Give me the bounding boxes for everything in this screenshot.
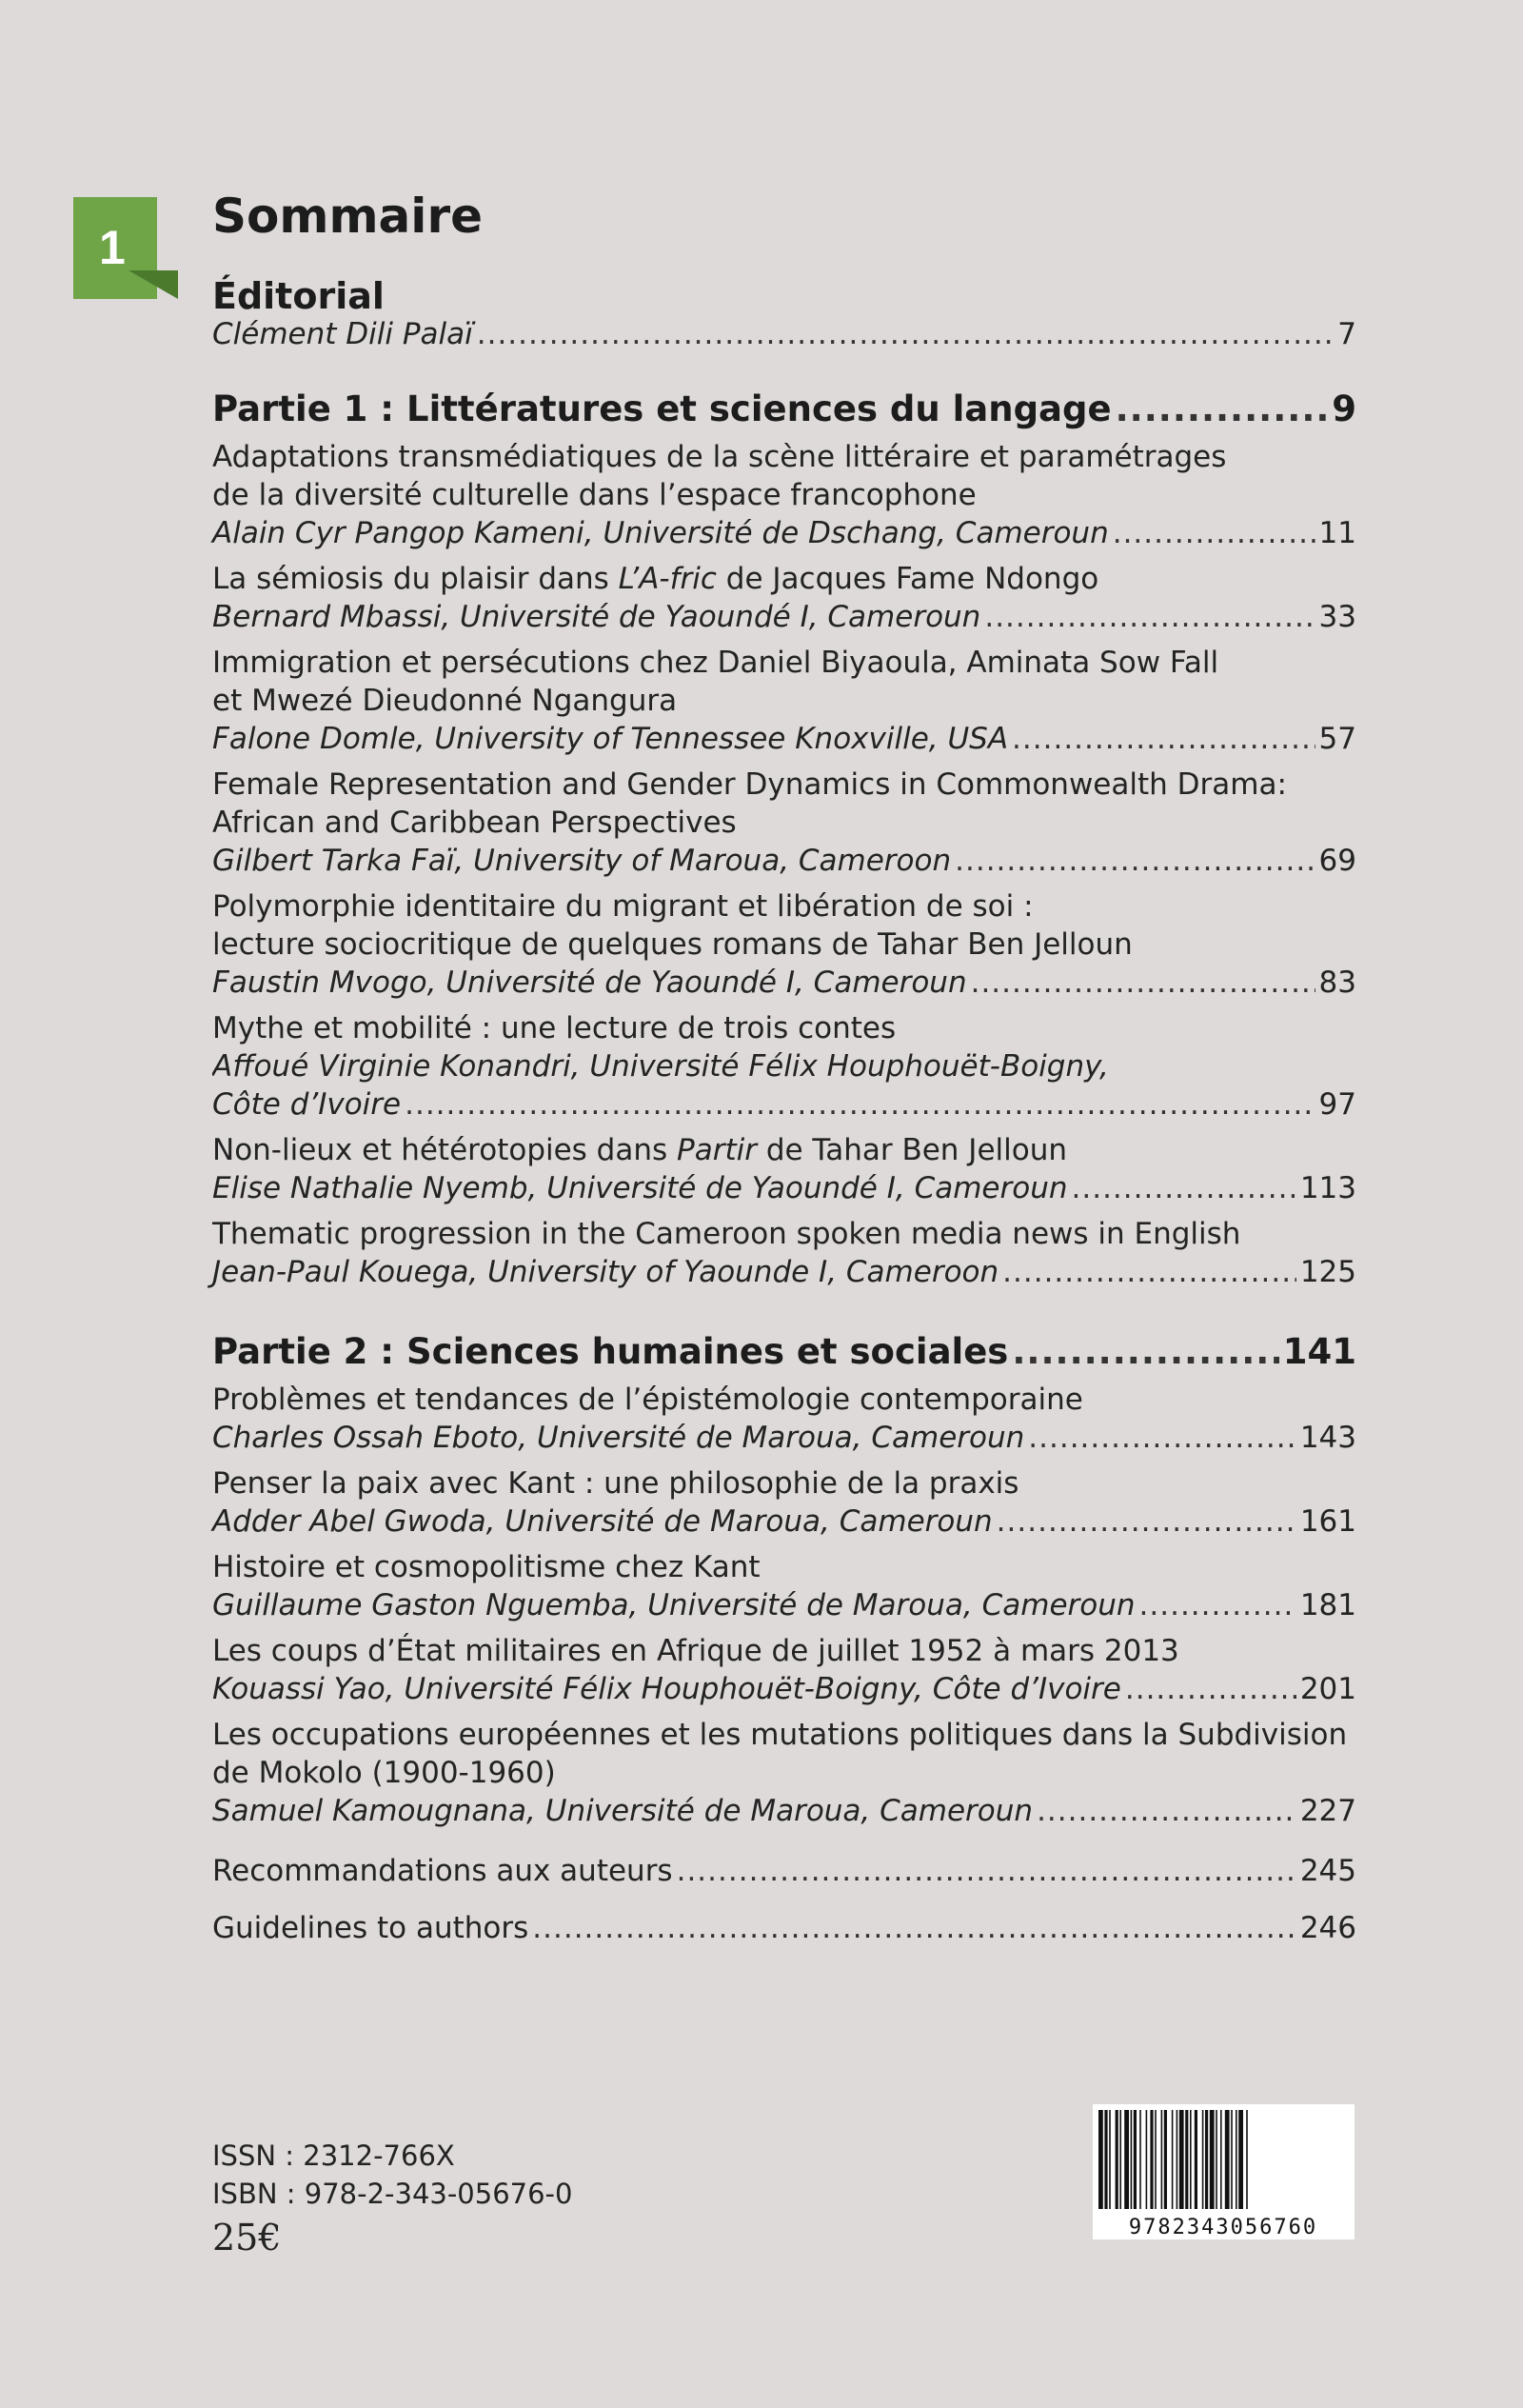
entry-author-line	[212, 1253, 1356, 1291]
entry-page: 83	[1318, 965, 1356, 1000]
leader-dots	[532, 1909, 1296, 1947]
leader-dots	[405, 1085, 1315, 1124]
entry-author: Bernard Mbassi, Université de Yaoundé I, Cameroun	[212, 600, 981, 634]
part1-entries	[212, 438, 1356, 1299]
leader-dots	[1037, 1792, 1296, 1830]
leader-dots	[984, 598, 1315, 636]
barcode	[1093, 2104, 1355, 2239]
toc-entry	[212, 560, 1356, 636]
leader-dots	[1125, 1670, 1296, 1708]
part2-title: Partie 2 : Sciences humaines et sociales	[212, 1331, 1009, 1372]
isbn: ISBN : 978-2-343-05676-0	[212, 2178, 573, 2210]
entry-author-line	[212, 1503, 1356, 1541]
entry-author: Falone Domle, University of Tennessee Knoxville, USA	[212, 722, 1009, 756]
entry-author-line	[212, 720, 1356, 758]
toc-entry	[212, 1632, 1356, 1708]
entry-title: et Mwezé Dieudonné Ngangura	[212, 684, 678, 718]
part2-entries	[212, 1381, 1356, 1838]
entry-author-line	[212, 1419, 1356, 1457]
entry-page: 33	[1318, 600, 1356, 634]
entry-page: 97	[1318, 1087, 1356, 1122]
entry-title: African and Caribbean Perspectives	[212, 806, 737, 840]
entry-page: 246	[1299, 1911, 1356, 1945]
part1-page: 9	[1332, 388, 1356, 429]
extras-section	[212, 1852, 1356, 1947]
entry-page: 7	[1337, 317, 1356, 351]
entry-title: Histoire et cosmopolitisme chez Kant	[212, 1550, 761, 1584]
entry-author: Côte d’Ivoire	[212, 1087, 402, 1122]
toc-entry	[212, 1009, 1356, 1124]
part1-heading	[212, 386, 1356, 433]
entry-page: 69	[1318, 844, 1356, 878]
toc-entry	[212, 887, 1356, 1002]
entry-title: de Mokolo (1900-1960)	[212, 1756, 556, 1790]
entry-page: 181	[1299, 1588, 1356, 1622]
entry-author: Affoué Virginie Konandri, Université Félix Houphouët-Boigny,	[212, 1049, 1109, 1084]
entry-title: de la diversité culturelle dans l’espace francophone	[212, 478, 977, 512]
entry-author-line	[212, 1169, 1356, 1207]
entry-author: Jean-Paul Kouega, University of Yaounde I, Cameroon	[212, 1255, 999, 1289]
entry-author: Charles Ossah Eboto, Université de Maroua, Cameroun	[212, 1421, 1025, 1455]
toc-entry	[212, 1215, 1356, 1291]
leader-dots	[1113, 514, 1315, 552]
entry-page: 245	[1299, 1854, 1356, 1888]
part1-title: Partie 1 : Littératures et sciences du langage	[212, 388, 1112, 429]
entry-author: Gilbert Tarka Faï, University of Maroua, Cameroon	[212, 844, 952, 878]
entry-page: 143	[1299, 1421, 1356, 1455]
entry-title-text: de Tahar Ben Jelloun	[756, 1133, 1068, 1167]
entry-title: Mythe et mobilité : une lecture de trois contes	[212, 1011, 897, 1045]
page-title: Sommaire	[212, 189, 484, 244]
barcode-number: 9782343056760	[1128, 2216, 1318, 2239]
part2-page: 141	[1282, 1331, 1356, 1372]
leader-dots	[997, 1503, 1296, 1541]
entry-author-line	[212, 598, 1356, 636]
issue-number: 1	[99, 221, 126, 274]
entry-author-line	[212, 1670, 1356, 1708]
leader-dots	[477, 315, 1335, 353]
price: 25€	[212, 2217, 282, 2259]
entry-title: Recommandations aux auteurs	[212, 1854, 673, 1888]
entry-author: Guillaume Gaston Nguemba, Université de Maroua, Cameroun	[212, 1588, 1136, 1622]
part2-heading	[212, 1328, 1356, 1376]
entry-page: 201	[1299, 1672, 1356, 1706]
entry-page: 113	[1299, 1171, 1356, 1205]
entry-author: Faustin Mvogo, Université de Yaoundé I, Cameroun	[212, 965, 967, 1000]
toc-entry	[212, 1716, 1356, 1830]
entry-author: Adder Abel Gwoda, Université de Maroua, Cameroun	[212, 1504, 993, 1539]
leader-dots	[971, 964, 1315, 1002]
entry-author-line	[212, 1085, 1356, 1124]
entry-author: Samuel Kamougnana, Université de Maroua, Cameroun	[212, 1794, 1034, 1828]
toc-entry	[212, 1548, 1356, 1624]
part1-section	[212, 386, 1356, 433]
entry-title: Problèmes et tendances de l’épistémologie contemporaine	[212, 1383, 1083, 1417]
toc-entry	[212, 1909, 1356, 1947]
entry-title: Immigration et persécutions chez Daniel Biyaoula, Aminata Sow Fall	[212, 646, 1219, 680]
entry-page: 57	[1318, 722, 1356, 756]
entry-title: Les occupations européennes et les mutations politiques dans la Subdivision	[212, 1718, 1348, 1752]
toc-entry	[212, 766, 1356, 880]
entry-page: 11	[1318, 516, 1356, 550]
leader-dots	[1139, 1586, 1296, 1624]
badge-fold-decoration	[129, 270, 178, 330]
entry-title: Adaptations transmédiatiques de la scène littéraire et paramétrages	[212, 440, 1227, 474]
toc-entry	[212, 438, 1356, 552]
entry-title	[212, 1131, 1356, 1169]
toc-entry	[212, 1131, 1356, 1207]
leader-dots	[1012, 720, 1315, 758]
editorial-entry	[212, 315, 1356, 353]
entry-title: Guidelines to authors	[212, 1911, 529, 1945]
entry-title: Les coups d’État militaires en Afrique de juillet 1952 à mars 2013	[212, 1634, 1179, 1668]
leader-dots	[1012, 1328, 1278, 1376]
entry-author-line	[212, 964, 1356, 1002]
entry-author: Elise Nathalie Nyemb, Université de Yaoundé I, Cameroun	[212, 1171, 1068, 1205]
entry-title: Polymorphie identitaire du migrant et libération de soi :	[212, 889, 1034, 924]
toc-entry	[212, 644, 1356, 758]
entry-author-line	[212, 514, 1356, 552]
entry-author-line	[212, 1792, 1356, 1830]
toc-entry	[212, 1381, 1356, 1457]
leader-dots	[1002, 1253, 1296, 1291]
leader-dots	[677, 1852, 1296, 1890]
entry-title-work: Partir	[677, 1133, 757, 1167]
entry-author-line	[212, 842, 1356, 880]
leader-dots	[1072, 1169, 1296, 1207]
leader-dots	[1116, 386, 1329, 433]
entry-page: 161	[1299, 1504, 1356, 1539]
entry-author-line	[212, 1586, 1356, 1624]
entry-page: 227	[1299, 1794, 1356, 1828]
entry-author: Clément Dili Palaï	[212, 317, 473, 351]
entry-title: Penser la paix avec Kant : une philosophie de la praxis	[212, 1466, 1019, 1501]
entry-title-text: Non-lieux et hétérotopies dans	[212, 1133, 678, 1167]
editorial-heading: Éditorial	[212, 275, 385, 317]
entry-page: 125	[1299, 1255, 1356, 1289]
part2-section	[212, 1328, 1356, 1376]
entry-title: Thematic progression in the Cameroon spoken media news in English	[212, 1217, 1241, 1251]
entry-title-work: L’A-fric	[618, 562, 717, 596]
entry-title: lecture sociocritique de quelques romans de Tahar Ben Jelloun	[212, 927, 1133, 962]
entry-author: Kouassi Yao, Université Félix Houphouët-Boigny, Côte d’Ivoire	[212, 1672, 1121, 1706]
entry-title: Female Representation and Gender Dynamics in Commonwealth Drama:	[212, 767, 1287, 802]
toc-entry	[212, 1852, 1356, 1890]
entry-title-text: de Jacques Fame Ndongo	[716, 562, 1099, 596]
entry-title	[212, 560, 1356, 598]
leader-dots	[955, 842, 1315, 880]
toc-entry	[212, 1464, 1356, 1541]
issn: ISSN : 2312-766X	[212, 2139, 455, 2172]
barcode-bars	[1093, 2104, 1355, 2239]
entry-title-text: La sémiosis du plaisir dans	[212, 562, 619, 596]
editorial-author-line	[212, 315, 1356, 353]
entry-author: Alain Cyr Pangop Kameni, Université de Dschang, Cameroun	[212, 516, 1109, 550]
leader-dots	[1028, 1419, 1296, 1457]
